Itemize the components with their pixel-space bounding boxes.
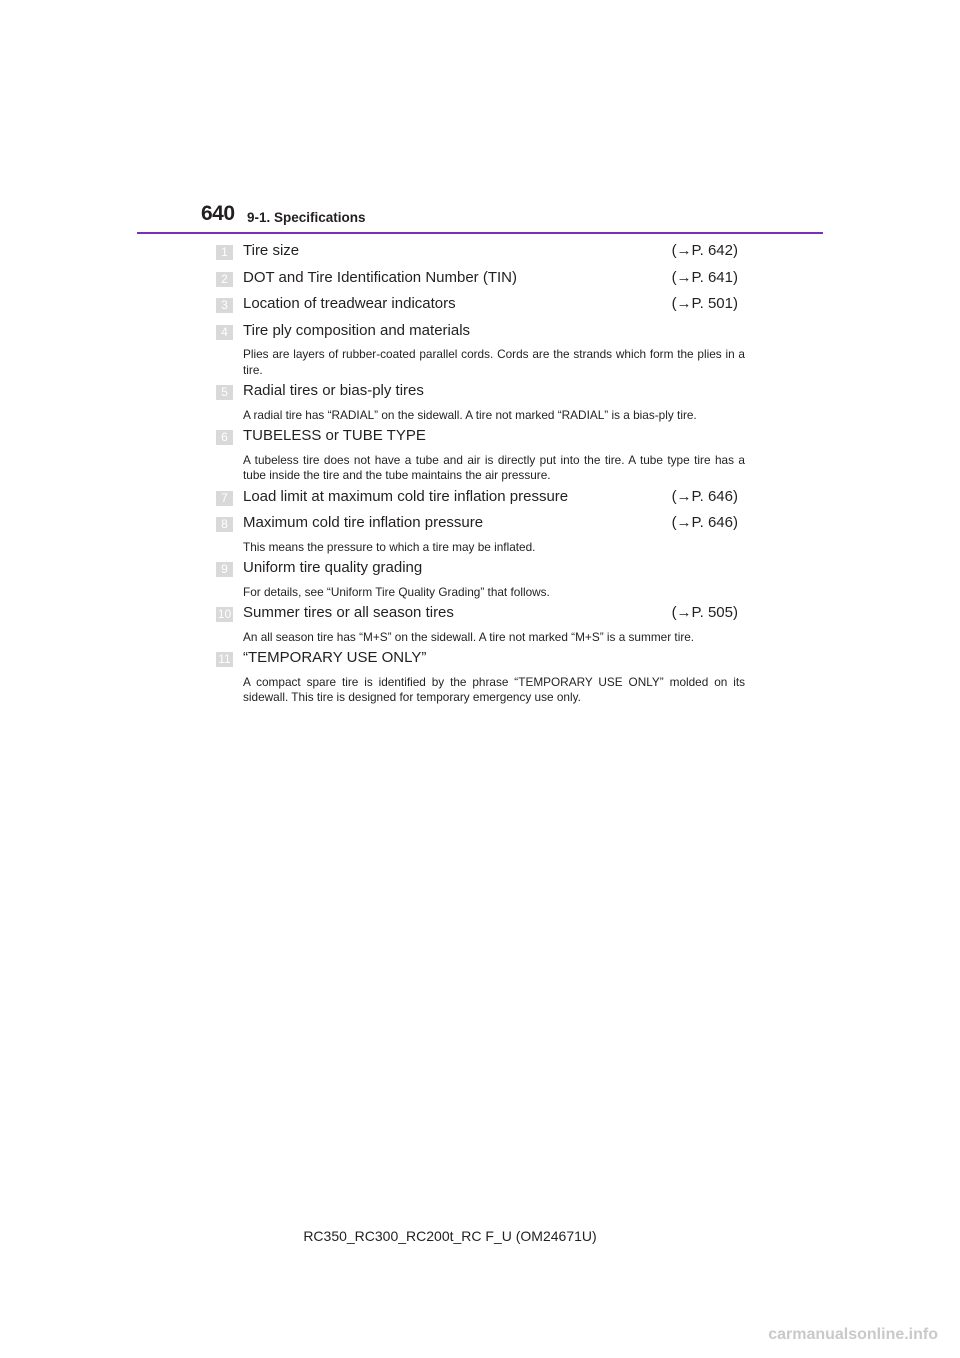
item-label: “TEMPORARY USE ONLY”	[243, 649, 427, 666]
item-label: Maximum cold tire inflation pressure	[243, 514, 484, 531]
list-item	[216, 512, 746, 555]
header-rule	[137, 232, 823, 234]
item-label: DOT and Tire Identification Number (TIN)	[243, 268, 517, 286]
item-description: A compact spare tire is identified by the phrase “TEMPORARY USE ONLY” molded on its sidewall. This tire is designed for temporary emergency use only.	[243, 674, 745, 704]
item-number-badge: 7	[216, 491, 233, 506]
item-number-badge: 3	[216, 298, 233, 313]
item-number-badge: 4	[216, 325, 233, 340]
list-item	[216, 647, 746, 706]
item-number-badge: 1	[216, 245, 233, 260]
item-number-badge: 5	[216, 385, 233, 400]
list-item	[216, 240, 746, 267]
item-number-badge: 6	[216, 430, 233, 445]
item-number-badge: 10	[217, 607, 232, 621]
page-reference-link[interactable]: (→P. 642)	[671, 242, 738, 259]
list-item	[216, 425, 746, 484]
item-description: An all season tire has “M+S” on the sidewall. A tire not marked “M+S” is a summer tire.	[243, 629, 695, 644]
list-item	[216, 486, 746, 513]
list-item	[216, 557, 746, 600]
list-item	[216, 320, 746, 379]
list-item	[216, 293, 746, 320]
item-label: Radial tires or bias-ply tires	[243, 382, 424, 399]
item-number-badge: 9	[216, 562, 233, 577]
item-label: Tire ply composition and materials	[243, 321, 471, 339]
page-reference-link[interactable]: (→P. 646)	[671, 514, 738, 531]
item-description: For details, see “Uniform Tire Quality Grading” that follows.	[243, 584, 550, 599]
page-number: 640	[201, 202, 235, 225]
section-title: 9-1. Specifications	[247, 210, 366, 225]
item-label: Tire size	[243, 242, 300, 259]
item-number-badge: 11	[216, 652, 233, 667]
list-item	[216, 380, 746, 423]
page-reference-link[interactable]: (→P. 505)	[671, 604, 738, 621]
item-label: Load limit at maximum cold tire inflation pressure	[243, 487, 569, 505]
item-description: A radial tire has “RADIAL” on the sidewall. A tire not marked “RADIAL” is a bias-ply tire.	[243, 407, 697, 422]
item-label: Summer tires or all season tires	[243, 604, 454, 621]
page-reference-link[interactable]: (→P. 641)	[671, 268, 738, 286]
spec-item-list	[216, 240, 746, 708]
list-item	[216, 267, 746, 294]
item-number-badge: 8	[216, 517, 233, 532]
item-number-badge: 2	[216, 272, 233, 287]
footer-model-code: RC350_RC300_RC200t_RC F_U (OM24671U)	[303, 1228, 597, 1244]
list-item	[216, 602, 746, 645]
item-description: Plies are layers of rubber-coated parallel cords. Cords are the strands which form the plies in a tire.	[243, 347, 745, 377]
page-reference-link[interactable]: (→P. 646)	[671, 487, 738, 505]
item-label: TUBELESS or TUBE TYPE	[243, 427, 426, 444]
item-label: Uniform tire quality grading	[243, 559, 423, 576]
item-description: This means the pressure to which a tire may be inflated.	[243, 539, 536, 554]
item-description: A tubeless tire does not have a tube and air is directly put into the tire. A tube type tire has a tube inside the tire and the tube maintains the air pressure.	[243, 452, 745, 482]
watermark: carmanualsonline.info	[768, 1326, 938, 1343]
item-label: Location of treadwear indicators	[243, 295, 456, 312]
page-reference-link[interactable]: (→P. 501)	[671, 295, 738, 312]
